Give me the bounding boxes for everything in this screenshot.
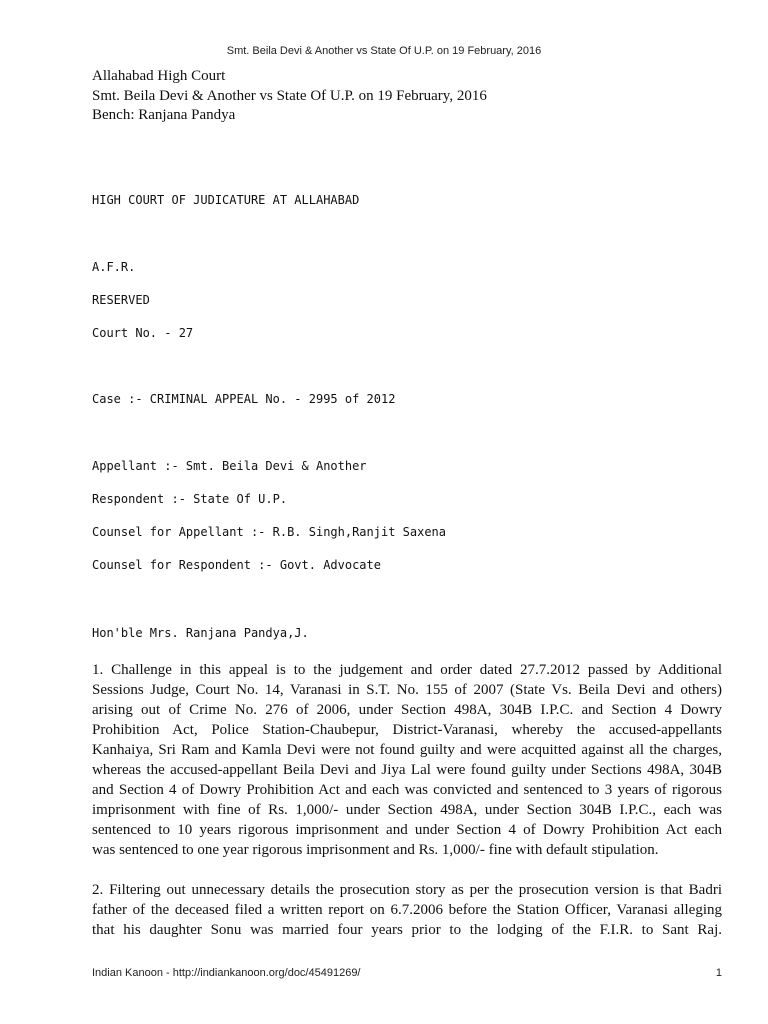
- respondent-line: Respondent :- State Of U.P.: [92, 492, 288, 506]
- judge-line: Hon'ble Mrs. Ranjana Pandya,J.: [92, 626, 309, 640]
- appellant-line: Appellant :- Smt. Beila Devi & Another: [92, 459, 367, 473]
- page-number: 1: [715, 967, 722, 979]
- court-heading: HIGH COURT OF JUDICATURE AT ALLAHABAD: [92, 193, 360, 207]
- court-number-line: Court No. - 27: [92, 326, 194, 340]
- paragraph-line: and Section 4 of Dowry Prohibition Act and each was convicted and sentenced to 3 years of rigorous: [92, 782, 722, 798]
- case-title: Smt. Beila Devi & Another vs State Of U.P. on 19 February, 2016: [92, 87, 487, 104]
- afr-line: A.F.R.: [92, 260, 136, 274]
- case-line: Case :- CRIMINAL APPEAL No. - 2995 of 2012: [92, 392, 396, 406]
- paragraph-line: was sentenced to one year rigorous imprisonment and Rs. 1,000/- fine with default stipulation.: [92, 842, 659, 858]
- paragraph-line: Prohibition Act, Police Station-Chaubepur, District-Varanasi, whereby the accused-appellants: [92, 722, 722, 738]
- running-header: Smt. Beila Devi & Another vs State Of U.P. on 19 February, 2016: [226, 45, 542, 57]
- paragraph-line: sentenced to 10 years rigorous imprisonment and under Section 4 of Dowry Prohibition Act each: [92, 822, 722, 838]
- counsel-respondent-line: Counsel for Respondent :- Govt. Advocate: [92, 558, 381, 572]
- paragraph-line: Sessions Judge, Court No. 14, Varanasi in S.T. No. 155 of 2007 (State Vs. Beila Devi and others): [92, 682, 722, 698]
- court-name-title: Allahabad High Court: [92, 68, 226, 84]
- title-block: [92, 67, 732, 126]
- paragraph-line: whereas the accused-appellant Beila Devi and Jiya Lal were found guilty under Sections 498A, 304B: [92, 762, 722, 778]
- counsel-appellant-line: Counsel for Appellant :- R.B. Singh,Ranjit Saxena: [92, 525, 447, 539]
- bench-line: Bench: Ranjana Pandya: [92, 107, 236, 123]
- footer-source-link: Indian Kanoon - http://indiankanoon.org/doc/45491269/: [92, 967, 361, 979]
- paragraph-1: [92, 660, 722, 860]
- paragraph-line: Kanhaiya, Sri Ram and Kamla Devi were not found guilty and were acquitted against all the charges,: [92, 742, 722, 758]
- paragraph-2: [92, 880, 722, 940]
- paragraph-line: 2. Filtering out unnecessary details the prosecution story as per the prosecution version is that Badri: [92, 882, 722, 898]
- reserved-line: RESERVED: [92, 293, 150, 307]
- paragraph-line: imprisonment with fine of Rs. 1,000/- under Section 498A, under Section 304B I.P.C., each was: [92, 802, 722, 818]
- paragraph-line: 1. Challenge in this appeal is to the judgement and order dated 27.7.2012 passed by Additional: [92, 662, 722, 678]
- paragraph-line: that his daughter Sonu was married four years prior to the lodging of the F.I.R. to Sant Raj.: [92, 922, 722, 938]
- paragraph-line: arising out of Crime No. 276 of 2006, under Section 498A, 304B I.P.C. and Section 4 Dowry: [92, 702, 722, 718]
- paragraph-line: father of the deceased filed a written report on 6.7.2006 before the Station Officer, Varanasi alleging: [92, 902, 722, 918]
